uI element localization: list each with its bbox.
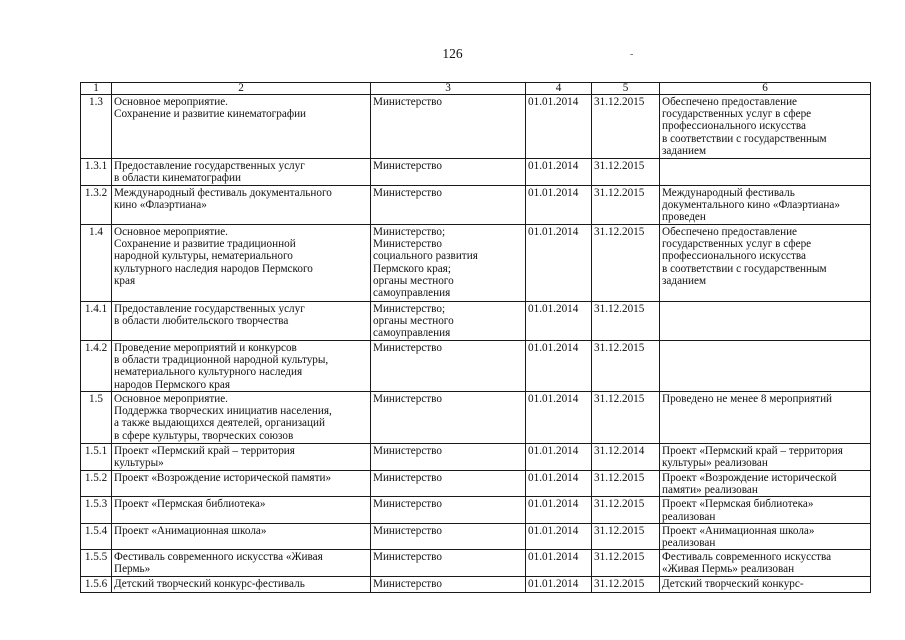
- end-date-cell: 31.12.2015: [592, 186, 660, 225]
- activity-name-cell: Основное мероприятие. Поддержка творческих инициатив населения, а также выдающихся деятелей, организаций в сфере культуры, творческих союзов: [112, 392, 371, 444]
- expected-result-cell: Проект «Пермская библиотека» реализован: [660, 497, 871, 523]
- activity-name-cell: Проект «Пермская библиотека»: [112, 497, 371, 523]
- row-number-cell: 1.5.2: [81, 471, 112, 497]
- end-date-cell: 31.12.2015: [592, 576, 660, 592]
- activity-name-cell: Проект «Пермский край – территория культуры»: [112, 444, 371, 471]
- header-cell-1: 1: [81, 83, 112, 95]
- expected-result-cell: Проект «Анимационная школа» реализован: [660, 523, 871, 549]
- expected-result-cell: [660, 341, 871, 392]
- executor-cell: Министерство: [371, 523, 526, 549]
- end-date-cell: 31.12.2015: [592, 497, 660, 523]
- expected-result-cell: Детский творческий конкурс-: [660, 576, 871, 592]
- start-date-cell: 01.01.2014: [526, 444, 592, 471]
- table-row: [81, 444, 871, 471]
- table-row: [81, 302, 871, 341]
- table-row: [81, 186, 871, 225]
- activity-name-cell: Международный фестиваль документального кино «Флаэртиана»: [112, 186, 371, 225]
- table-row: [81, 341, 871, 392]
- header-cell-3: 3: [371, 83, 526, 95]
- header-cell-2: 2: [112, 83, 371, 95]
- activity-name-cell: Проект «Возрождение исторической памяти»: [112, 471, 371, 497]
- start-date-cell: 01.01.2014: [526, 576, 592, 592]
- start-date-cell: 01.01.2014: [526, 550, 592, 576]
- end-date-cell: 31.12.2014: [592, 444, 660, 471]
- row-number-cell: 1.3.1: [81, 159, 112, 186]
- row-number-cell: 1.4.2: [81, 341, 112, 392]
- table-row: [81, 471, 871, 497]
- expected-result-cell: Обеспечено предоставление государственных услуг в сфере профессионального искусства в соответствии с государственным заданием: [660, 225, 871, 302]
- table-row: [81, 392, 871, 444]
- row-number-cell: 1.5.3: [81, 497, 112, 523]
- table-row: [81, 523, 871, 549]
- activity-name-cell: Фестиваль современного искусства «Живая Пермь»: [112, 550, 371, 576]
- header-cell-4: 4: [526, 83, 592, 95]
- start-date-cell: 01.01.2014: [526, 95, 592, 159]
- start-date-cell: 01.01.2014: [526, 225, 592, 302]
- expected-result-cell: Проект «Пермский край – территория культуры» реализован: [660, 444, 871, 471]
- executor-cell: Министерство: [371, 444, 526, 471]
- expected-result-cell: [660, 302, 871, 341]
- end-date-cell: 31.12.2015: [592, 341, 660, 392]
- header-cell-5: 5: [592, 83, 660, 95]
- header-row: [81, 83, 871, 95]
- table-row: [81, 576, 871, 592]
- corner-mark: -: [630, 49, 634, 60]
- executor-cell: Министерство: [371, 550, 526, 576]
- start-date-cell: 01.01.2014: [526, 497, 592, 523]
- table-row: [81, 225, 871, 302]
- table-row: [81, 497, 871, 523]
- start-date-cell: 01.01.2014: [526, 302, 592, 341]
- start-date-cell: 01.01.2014: [526, 186, 592, 225]
- row-number-cell: 1.3.2: [81, 186, 112, 225]
- end-date-cell: 31.12.2015: [592, 95, 660, 159]
- executor-cell: Министерство: [371, 159, 526, 186]
- executor-cell: Министерство: [371, 95, 526, 159]
- executor-cell: Министерство: [371, 576, 526, 592]
- table-row: [81, 95, 871, 159]
- row-number-cell: 1.5.4: [81, 523, 112, 549]
- end-date-cell: 31.12.2015: [592, 159, 660, 186]
- row-number-cell: 1.3: [81, 95, 112, 159]
- end-date-cell: 31.12.2015: [592, 523, 660, 549]
- expected-result-cell: Обеспечено предоставление государственных услуг в сфере профессионального искусства в соответствии с государственным заданием: [660, 95, 871, 159]
- end-date-cell: 31.12.2015: [592, 392, 660, 444]
- activity-name-cell: Проект «Анимационная школа»: [112, 523, 371, 549]
- expected-result-cell: [660, 159, 871, 186]
- executor-cell: Министерство; органы местного самоуправления: [371, 302, 526, 341]
- end-date-cell: 31.12.2015: [592, 302, 660, 341]
- executor-cell: Министерство: [371, 471, 526, 497]
- row-number-cell: 1.5.6: [81, 576, 112, 592]
- page-number: 126: [442, 46, 463, 61]
- program-table: [80, 82, 871, 593]
- row-number-cell: 1.5: [81, 392, 112, 444]
- activity-name-cell: Основное мероприятие. Сохранение и развитие традиционной народной культуры, нематериального культурного наследия народов Пермского края: [112, 225, 371, 302]
- expected-result-cell: Фестиваль современного искусства «Живая Пермь» реализован: [660, 550, 871, 576]
- activity-name-cell: Проведение мероприятий и конкурсов в области традиционной народной культуры, нематериального культурного наследия народов Пермского края: [112, 341, 371, 392]
- activity-name-cell: Основное мероприятие. Сохранение и развитие кинематографии: [112, 95, 371, 159]
- start-date-cell: 01.01.2014: [526, 341, 592, 392]
- expected-result-cell: Проект «Возрождение исторической памяти» реализован: [660, 471, 871, 497]
- expected-result-cell: Проведено не менее 8 мероприятий: [660, 392, 871, 444]
- start-date-cell: 01.01.2014: [526, 392, 592, 444]
- row-number-cell: 1.4.1: [81, 302, 112, 341]
- activity-name-cell: Предоставление государственных услуг в области кинематографии: [112, 159, 371, 186]
- start-date-cell: 01.01.2014: [526, 159, 592, 186]
- header-cell-6: 6: [660, 83, 871, 95]
- expected-result-cell: Международный фестиваль документального кино «Флаэртиана» проведен: [660, 186, 871, 225]
- end-date-cell: 31.12.2015: [592, 550, 660, 576]
- executor-cell: Министерство: [371, 392, 526, 444]
- table-row: [81, 159, 871, 186]
- executor-cell: Министерство; Министерство социального развития Пермского края; органы местного самоуправления: [371, 225, 526, 302]
- activity-name-cell: Предоставление государственных услуг в области любительского творчества: [112, 302, 371, 341]
- activity-name-cell: Детский творческий конкурс-фестиваль: [112, 576, 371, 592]
- row-number-cell: 1.4: [81, 225, 112, 302]
- row-number-cell: 1.5.1: [81, 444, 112, 471]
- start-date-cell: 01.01.2014: [526, 471, 592, 497]
- executor-cell: Министерство: [371, 186, 526, 225]
- end-date-cell: 31.12.2015: [592, 225, 660, 302]
- start-date-cell: 01.01.2014: [526, 523, 592, 549]
- table-row: [81, 550, 871, 576]
- executor-cell: Министерство: [371, 341, 526, 392]
- end-date-cell: 31.12.2015: [592, 471, 660, 497]
- executor-cell: Министерство: [371, 497, 526, 523]
- row-number-cell: 1.5.5: [81, 550, 112, 576]
